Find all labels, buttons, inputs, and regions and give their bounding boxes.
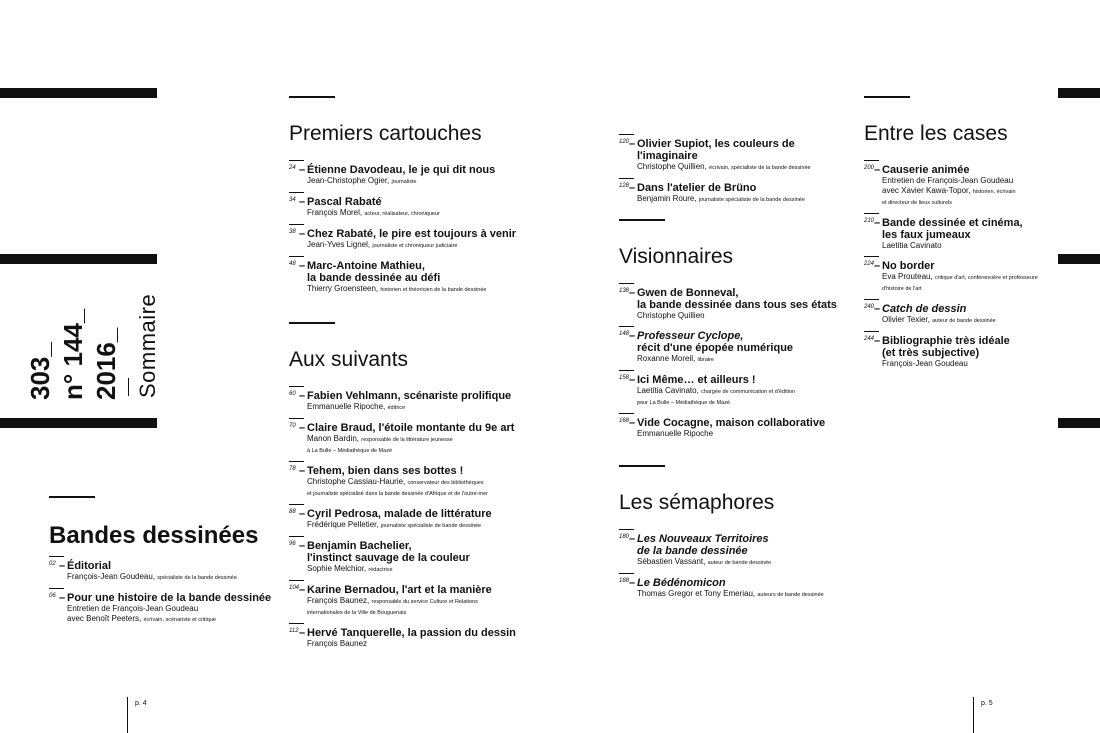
toc-entry[interactable] bbox=[864, 260, 1054, 294]
page-ref: 224 bbox=[864, 261, 875, 267]
author-role: historien, écrivain et directeur de lieux culturels bbox=[882, 189, 1016, 206]
entry-title: Gwen de Bonneval, la bande dessinée dans tous ses états bbox=[637, 287, 837, 311]
author-role: historien et théoricien de la bande dessinée bbox=[380, 287, 487, 293]
entry-author bbox=[307, 284, 609, 295]
entry-author bbox=[67, 604, 279, 625]
issue-line-3: 2016_ bbox=[91, 327, 121, 400]
author-name: François-Jean Goudeau, bbox=[67, 572, 156, 581]
section-visionnaires bbox=[619, 219, 849, 448]
issue-line-2: n° 144_ bbox=[58, 308, 88, 400]
toc-entry[interactable] bbox=[289, 584, 609, 618]
page-ref: 06 bbox=[49, 593, 56, 599]
section-title: Premiers cartouches bbox=[289, 122, 482, 145]
section-rule bbox=[619, 219, 665, 221]
right-bar-bottom bbox=[1058, 418, 1100, 428]
section-bandes-dessinees bbox=[49, 496, 279, 634]
page-ref: 60 bbox=[289, 391, 296, 397]
author-role: auteur de bande dessinée bbox=[707, 560, 772, 566]
entry-list bbox=[49, 560, 279, 625]
author-role: spécialiste de la bande dessinée bbox=[157, 575, 237, 581]
entry-author bbox=[307, 176, 609, 187]
author-role: chargée de communication et d'édition pour La Bulle – Médiathèque de Mazé bbox=[637, 389, 796, 406]
author-name: Christophe Quillien bbox=[637, 311, 705, 320]
author-role: conservateur des bibliothèques et journaliste spécialisé dans la bande dessinée d'Afrique et de l'outre-mer bbox=[307, 480, 488, 497]
toc-entry[interactable] bbox=[864, 335, 1054, 369]
page-ref: 88 bbox=[289, 509, 296, 515]
author-role: écrivain, spécialiste de la bande dessinée bbox=[709, 165, 811, 171]
page-ref: 128 bbox=[619, 183, 630, 189]
entry-list bbox=[619, 533, 849, 600]
author-role: rédactrice bbox=[368, 567, 393, 573]
entry-dash: – bbox=[629, 577, 636, 589]
section-rule bbox=[289, 96, 335, 98]
author-role: critique d'art, conférencière et professeure d'histoire de l'art bbox=[882, 275, 1038, 292]
author-name: François Baunez bbox=[307, 639, 368, 648]
entry-author bbox=[307, 240, 609, 251]
entry-title: Le Bédénomicon bbox=[637, 577, 726, 589]
author-name: Emmanuelle Ripoche, bbox=[307, 402, 386, 411]
entry-dash: – bbox=[299, 627, 306, 639]
page-ref: 02 bbox=[49, 561, 56, 567]
entry-author bbox=[637, 386, 849, 408]
entry-title: Les Nouveaux Territoires de la bande dessinée bbox=[637, 533, 769, 557]
entry-title: Hervé Tanquerelle, la passion du dessin bbox=[307, 627, 516, 639]
page-right-rule bbox=[973, 697, 974, 733]
author-role: auteurs de bande dessinée bbox=[757, 592, 824, 598]
section-rule bbox=[289, 322, 335, 324]
page-ref: 188 bbox=[619, 578, 630, 584]
entry-author bbox=[307, 402, 609, 413]
entry-author bbox=[307, 564, 609, 575]
toc-entry[interactable] bbox=[864, 303, 1054, 326]
entry-dash: – bbox=[299, 465, 306, 477]
entry-author bbox=[882, 176, 1054, 208]
page-number-right: p. 5 bbox=[981, 700, 993, 707]
author-name: François-Jean Goudeau bbox=[882, 359, 968, 368]
entry-dash: – bbox=[299, 260, 306, 272]
entry-dash: – bbox=[629, 374, 636, 386]
entry-list bbox=[289, 390, 609, 649]
author-name: Emmanuelle Ripoche bbox=[637, 429, 714, 438]
entry-dash: – bbox=[874, 303, 881, 315]
page-ref: 38 bbox=[289, 229, 296, 235]
author-role: journaliste bbox=[391, 179, 417, 185]
section-rule bbox=[49, 496, 95, 498]
author-role: responsable du service Culture et Relations internationales de la Ville de Bouguenais bbox=[307, 599, 478, 616]
entry-title: Étienne Davodeau, le je qui dit nous bbox=[307, 164, 496, 176]
toc-entry[interactable] bbox=[289, 422, 609, 456]
toc-entry[interactable] bbox=[49, 560, 279, 583]
section-premiers-cartouches bbox=[289, 96, 609, 304]
toc-entry[interactable] bbox=[619, 533, 849, 568]
section-aux-suivants bbox=[289, 322, 609, 658]
entry-author bbox=[882, 272, 1054, 294]
entry-dash: – bbox=[299, 508, 306, 520]
section-title: Aux suivants bbox=[289, 348, 409, 371]
author-name: Olivier Texier, bbox=[882, 315, 930, 324]
entry-title: No border bbox=[882, 260, 935, 272]
entry-title: Claire Braud, l'étoile montante du 9e art bbox=[307, 422, 515, 434]
author-role: journaliste spécialiste de la bande dessinée bbox=[698, 197, 805, 203]
page-ref: 158 bbox=[619, 375, 630, 381]
author-role: acteur, réalisateur, chroniqueur bbox=[364, 211, 440, 217]
author-name: Christophe Quillien, bbox=[637, 162, 707, 171]
entry-dash: – bbox=[629, 138, 636, 150]
author-name: Jean-Christophe Ogier, bbox=[307, 176, 390, 185]
author-name: François Baunez, bbox=[307, 596, 370, 605]
author-name: Sophie Melchior, bbox=[307, 564, 367, 573]
author-name: Manon Bardin, bbox=[307, 434, 360, 443]
entry-dash: – bbox=[299, 540, 306, 552]
entry-author bbox=[307, 520, 609, 531]
entry-dash: – bbox=[59, 560, 66, 572]
section-entre-les-cases bbox=[864, 96, 1054, 378]
entry-title: Catch de dessin bbox=[882, 303, 967, 315]
entry-title: Bande dessinée et cinéma, les faux jumeaux bbox=[882, 217, 1023, 241]
page-ref: 96 bbox=[289, 541, 296, 547]
page-ref: 148 bbox=[619, 331, 630, 337]
entry-dash: – bbox=[299, 164, 306, 176]
author-name: Entretien de François-Jean Goudeau avec Benoît Peeters, bbox=[67, 604, 199, 623]
section-title: Visionnaires bbox=[619, 245, 734, 268]
left-bar-middle bbox=[0, 254, 157, 264]
entry-author bbox=[637, 557, 849, 568]
entry-dash: – bbox=[874, 335, 881, 347]
page-ref: 244 bbox=[864, 336, 875, 342]
author-role: auteur de bande dessinée bbox=[932, 318, 996, 324]
section-rule bbox=[864, 96, 910, 98]
page-ref: 104 bbox=[289, 585, 300, 591]
author-name: Sébastien Vassant, bbox=[637, 557, 706, 566]
entry-title: Chez Rabaté, le pire est toujours à venir bbox=[307, 228, 517, 240]
entry-author bbox=[307, 208, 609, 219]
page-ref: 48 bbox=[289, 261, 296, 267]
entry-author bbox=[307, 434, 609, 456]
section-rule bbox=[619, 465, 665, 467]
author-role: écrivain, scénariste et critique bbox=[143, 617, 216, 623]
author-role: journaliste et chroniqueur judiciaire bbox=[372, 243, 458, 249]
author-name: Laetitia Cavinato, bbox=[637, 386, 699, 395]
entry-author bbox=[307, 477, 609, 499]
left-bar-bottom bbox=[0, 418, 157, 428]
entry-list bbox=[864, 164, 1054, 369]
entry-author bbox=[637, 311, 849, 321]
author-name: Entretien de François-Jean Goudeau avec Xavier Kawa-Topor, bbox=[882, 176, 1014, 195]
section-title: Les sémaphores bbox=[619, 491, 775, 514]
page-ref: 112 bbox=[289, 628, 299, 634]
toc-entry[interactable] bbox=[619, 577, 849, 600]
entry-dash: – bbox=[299, 196, 306, 208]
entry-list bbox=[619, 138, 849, 205]
page-ref: 168 bbox=[619, 418, 630, 424]
author-name: Christophe Cassiau-Haurie, bbox=[307, 477, 406, 486]
entry-dash: – bbox=[874, 164, 881, 176]
toc-entry[interactable] bbox=[619, 374, 849, 408]
toc-entry[interactable] bbox=[289, 540, 609, 575]
entry-author bbox=[637, 194, 849, 205]
entry-dash: – bbox=[874, 217, 881, 229]
entry-title: Olivier Supiot, les couleurs de l'imaginaire bbox=[637, 138, 795, 162]
entry-author bbox=[637, 589, 849, 600]
entry-list bbox=[289, 164, 609, 295]
entry-author bbox=[637, 162, 849, 173]
issue-line-1: 303_ bbox=[25, 342, 55, 400]
entry-dash: – bbox=[299, 584, 306, 596]
page-left-rule bbox=[127, 697, 128, 733]
entry-dash: – bbox=[629, 330, 636, 342]
toc-entry[interactable] bbox=[864, 164, 1054, 208]
entry-title: Pour une histoire de la bande dessinée bbox=[67, 592, 272, 604]
entry-list bbox=[619, 287, 849, 439]
entry-title: Bibliographie très idéale (et très subjective) bbox=[882, 335, 1010, 359]
entry-author bbox=[637, 354, 849, 365]
entry-author bbox=[882, 315, 1054, 326]
toc-entry[interactable] bbox=[289, 390, 609, 413]
entry-title: Cyril Pedrosa, malade de littérature bbox=[307, 508, 492, 520]
entry-title-continued: récit d'une épopée numérique bbox=[637, 342, 794, 354]
page-ref: 210 bbox=[864, 218, 875, 224]
page-ref: 200 bbox=[864, 165, 875, 171]
entry-author bbox=[67, 572, 279, 583]
author-role: libraire bbox=[697, 357, 714, 363]
page-ref: 138 bbox=[619, 288, 630, 294]
entry-dash: – bbox=[629, 417, 636, 429]
entry-author bbox=[637, 429, 849, 439]
page-number-left: p. 4 bbox=[135, 700, 147, 707]
toc-entry[interactable] bbox=[289, 260, 609, 295]
toc-entry[interactable] bbox=[619, 417, 849, 439]
entry-dash: – bbox=[299, 390, 306, 402]
toc-entry[interactable] bbox=[289, 164, 609, 187]
entry-dash: – bbox=[299, 422, 306, 434]
section-semaphores bbox=[619, 465, 849, 609]
author-role: journaliste spécialiste de bande dessinée bbox=[380, 523, 482, 529]
entry-title: Pascal Rabaté bbox=[307, 196, 382, 208]
author-name: Thomas Gregor et Tony Emeriau, bbox=[637, 589, 756, 598]
toc-entry[interactable] bbox=[864, 217, 1054, 251]
section-continued bbox=[619, 138, 849, 214]
entry-dash: – bbox=[874, 260, 881, 272]
author-role: éditrice bbox=[387, 405, 406, 411]
page-ref: 120 bbox=[619, 139, 630, 145]
toc-entry[interactable] bbox=[619, 330, 849, 365]
section-title: Bandes dessinées bbox=[49, 522, 259, 549]
author-name: Thierry Groensteen, bbox=[307, 284, 379, 293]
page-ref: 24 bbox=[289, 165, 296, 171]
entry-dash: – bbox=[299, 228, 306, 240]
issue-number-block bbox=[24, 309, 123, 400]
entry-author bbox=[882, 359, 1054, 369]
page-ref: 180 bbox=[619, 534, 630, 540]
page-ref: 240 bbox=[864, 304, 875, 310]
entry-author bbox=[307, 639, 609, 649]
entry-author bbox=[307, 596, 609, 618]
toc-entry[interactable] bbox=[289, 627, 609, 649]
entry-dash: – bbox=[629, 182, 636, 194]
toc-entry[interactable] bbox=[289, 228, 609, 251]
author-name: Laetitia Cavinato bbox=[882, 241, 942, 250]
entry-author bbox=[882, 241, 1054, 251]
entry-title: Éditorial bbox=[67, 560, 112, 572]
author-name: Jean-Yves Lignel, bbox=[307, 240, 371, 249]
author-name: Roxanne Moreil, bbox=[637, 354, 696, 363]
left-bar-top bbox=[0, 88, 157, 98]
page-ref: 70 bbox=[289, 423, 296, 429]
right-bar-middle bbox=[1058, 254, 1100, 264]
page-ref: 78 bbox=[289, 466, 296, 472]
entry-title: Karine Bernadou, l'art et la manière bbox=[307, 584, 492, 596]
entry-dash: – bbox=[59, 592, 66, 604]
toc-entry[interactable] bbox=[289, 196, 609, 219]
entry-title: Benjamin Bachelier, l'instinct sauvage de la couleur bbox=[307, 540, 470, 564]
entry-title: Dans l'atelier de Brüno bbox=[637, 182, 757, 194]
entry-dash: – bbox=[629, 533, 636, 545]
entry-title: Vide Cocagne, maison collaborative bbox=[637, 417, 826, 429]
entry-title: Professeur Cyclope, bbox=[637, 330, 744, 342]
entry-title: Marc-Antoine Mathieu, la bande dessinée au défi bbox=[307, 260, 441, 284]
author-role: responsable de la littérature jeunesse à La Bulle – Médiathèque de Mazé bbox=[307, 437, 453, 454]
entry-title: Fabien Vehlmann, scénariste prolifique bbox=[307, 390, 512, 402]
entry-title: Ici Même… et ailleurs ! bbox=[637, 374, 756, 386]
entry-title: Causerie animée bbox=[882, 164, 970, 176]
page-ref: 34 bbox=[289, 197, 296, 203]
entry-dash: – bbox=[629, 287, 636, 299]
author-name: Frédérique Pelletier, bbox=[307, 520, 379, 529]
toc-entry[interactable] bbox=[289, 465, 609, 499]
sommaire-label: Sommaire bbox=[135, 293, 160, 398]
toc-entry[interactable] bbox=[49, 592, 279, 625]
sommaire-rule bbox=[128, 378, 129, 396]
toc-entry[interactable] bbox=[619, 287, 849, 321]
author-name: Benjamin Roure, bbox=[637, 194, 697, 203]
author-name: François Morel, bbox=[307, 208, 363, 217]
entry-title: Tehem, bien dans ses bottes ! bbox=[307, 465, 464, 477]
toc-entry[interactable] bbox=[289, 508, 609, 531]
toc-entry[interactable] bbox=[619, 138, 849, 173]
section-title: Entre les cases bbox=[864, 122, 1008, 145]
toc-entry[interactable] bbox=[619, 182, 849, 205]
right-bar-top bbox=[1058, 88, 1100, 98]
author-name: Eva Prouteau, bbox=[882, 272, 933, 281]
